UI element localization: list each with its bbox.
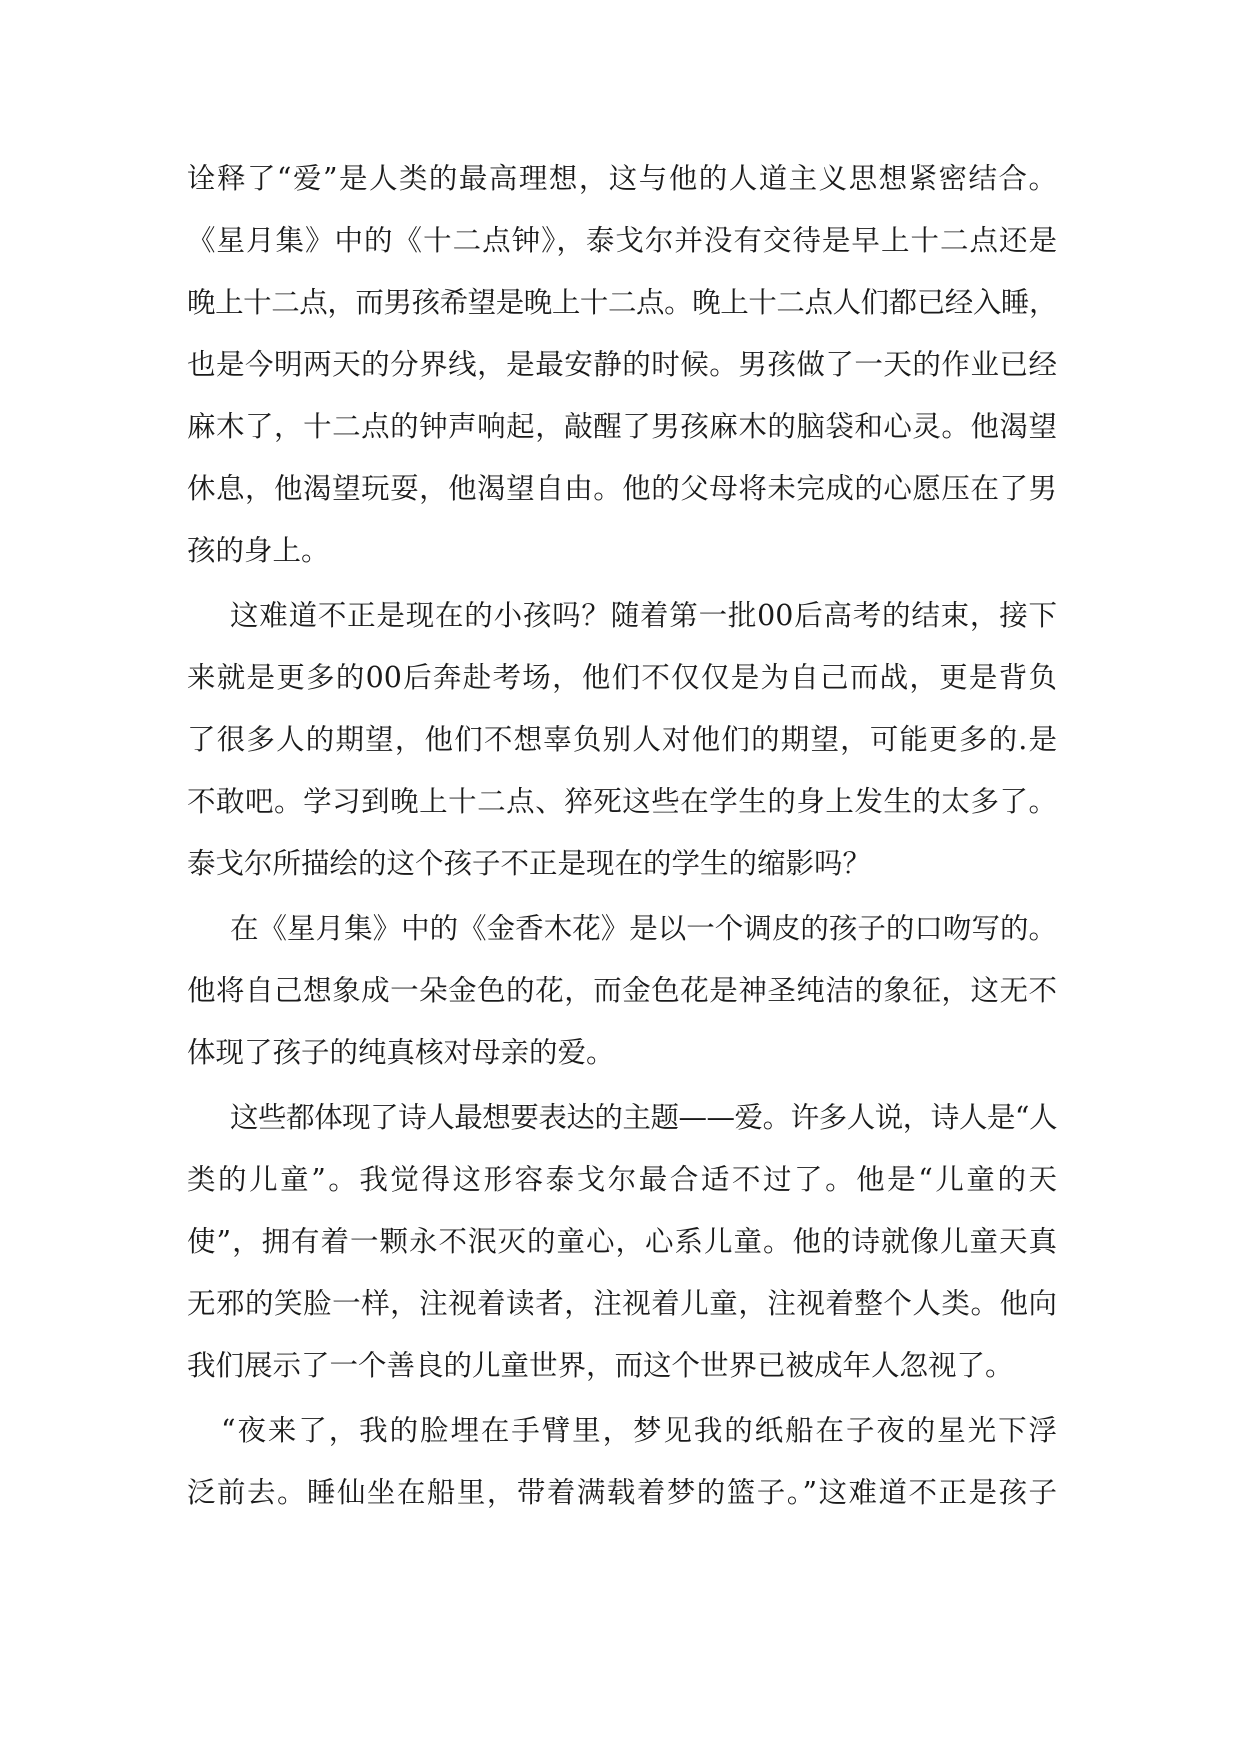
text-line: 他将自己想象成一朵金色的花，而金色花是神圣纯洁的象征，这无不 xyxy=(187,974,1057,1007)
paragraph xyxy=(187,1087,1057,1397)
text-line: 麻木了，十二点的钟声响起，敲醒了男孩麻木的脑袋和心灵。他渴望 xyxy=(187,410,1057,443)
paragraph xyxy=(187,148,1057,582)
text-line: 我们展示了一个善良的儿童世界，而这个世界已被成年人忽视了。 xyxy=(187,1349,1014,1382)
text-line: 孩的身上。 xyxy=(187,534,330,567)
paragraph xyxy=(187,585,1057,895)
text-line: 也是今明两天的分界线，是最安静的时候。男孩做了一天的作业已经 xyxy=(187,348,1057,381)
body-text xyxy=(187,148,1057,1524)
text-line: 体现了孩子的纯真核对母亲的爱。 xyxy=(187,1036,615,1069)
text-line: 类的儿童”。我觉得这形容泰戈尔最合适不过了。他是“儿童的天 xyxy=(187,1163,1057,1196)
text-line: 使”，拥有着一颗永不泯灭的童心，心系儿童。他的诗就像儿童天真 xyxy=(187,1225,1057,1258)
text-line: 这些都体现了诗人最想要表达的主题——爱。许多人说，诗人是“人 xyxy=(230,1101,1057,1134)
paragraph xyxy=(187,898,1057,1084)
text-line: 这难道不正是现在的小孩吗？随着第一批00后高考的结束，接下 xyxy=(230,599,1057,632)
text-line: 晚上十二点，而男孩希望是晚上十二点。晚上十二点人们都已经入睡， xyxy=(187,286,1057,319)
text-line: 《星月集》中的《十二点钟》，泰戈尔并没有交待是早上十二点还是 xyxy=(187,224,1057,257)
text-line: 来就是更多的00后奔赴考场，他们不仅仅是为自己而战，更是背负 xyxy=(187,661,1057,694)
text-line: 在《星月集》中的《金香木花》是以一个调皮的孩子的口吻写的。 xyxy=(230,912,1057,945)
text-line: 不敢吧。学习到晚上十二点、猝死这些在学生的身上发生的太多了。 xyxy=(187,785,1057,818)
text-line: 无邪的笑脸一样，注视着读者，注视着儿童，注视着整个人类。他向 xyxy=(187,1287,1057,1320)
paragraph xyxy=(187,1400,1057,1524)
text-line: 了很多人的期望，他们不想辜负别人对他们的期望，可能更多的.是 xyxy=(187,723,1057,756)
text-line: 休息，他渴望玩耍，他渴望自由。他的父母将未完成的心愿压在了男 xyxy=(187,472,1057,505)
text-line: 诠释了“爱”是人类的最高理想，这与他的人道主义思想紧密结合。 xyxy=(187,162,1057,195)
text-line: 泰戈尔所描绘的这个孩子不正是现在的学生的缩影吗？ xyxy=(187,847,872,880)
text-line: 泛前去。睡仙坐在船里，带着满载着梦的篮子。”这难道不正是孩子 xyxy=(187,1476,1057,1509)
text-line: “夜来了，我的脸埋在手臂里，梦见我的纸船在子夜的星光下浮 xyxy=(221,1414,1057,1447)
